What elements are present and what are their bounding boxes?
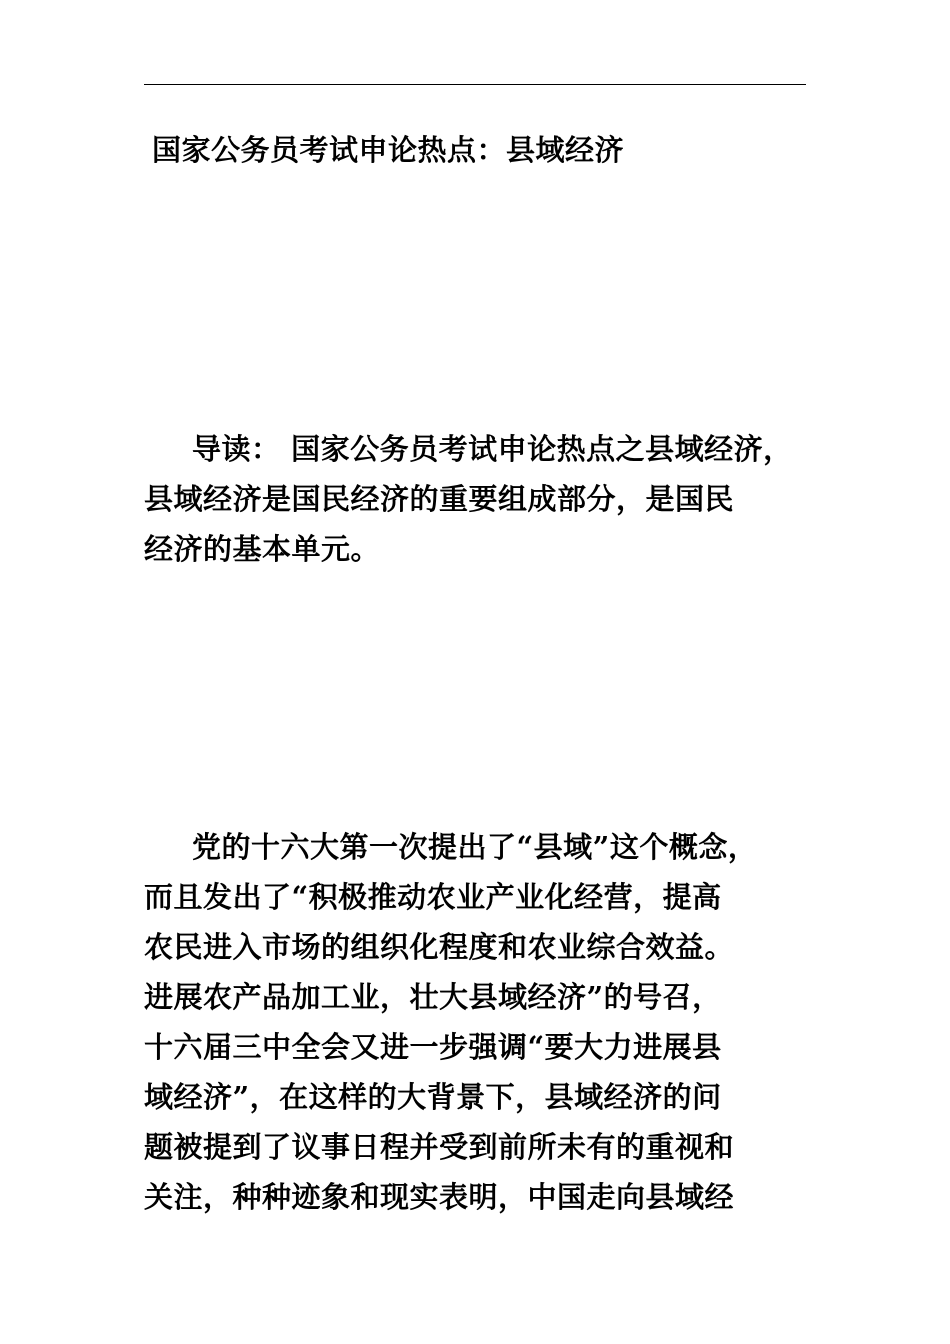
body-paragraph: [144, 822, 834, 1222]
intro-paragraph: [144, 424, 834, 574]
body-line: 党的十六大第一次提出了“县域”这个概念，: [192, 830, 758, 864]
intro-line: 县域经济是国民经济的重要组成部分，是国民: [144, 482, 735, 516]
body-line: 进展农产品加工业，壮大县域经济”的号召，: [144, 980, 722, 1014]
body-line: 而且发出了“积极推动农业产业化经营，提高: [144, 880, 722, 914]
intro-line: 导读： 国家公务员考试申论热点之县域经济，: [192, 432, 793, 466]
body-line: 关注，种种迹象和现实表明，中国走向县域经: [144, 1180, 735, 1214]
document-title: 国家公务员考试申论热点：县域经济: [152, 133, 625, 167]
body-line: 域经济”，在这样的大背景下，县域经济的问: [144, 1080, 722, 1114]
body-line: 十六届三中全会又进一步强调“要大力进展县: [144, 1030, 722, 1064]
intro-line: 经济的基本单元。: [144, 532, 381, 566]
body-line: 农民进入市场的组织化程度和农业综合效益。: [144, 930, 735, 964]
body-line: 题被提到了议事日程并受到前所未有的重视和: [144, 1130, 735, 1164]
header-rule: [144, 84, 806, 85]
